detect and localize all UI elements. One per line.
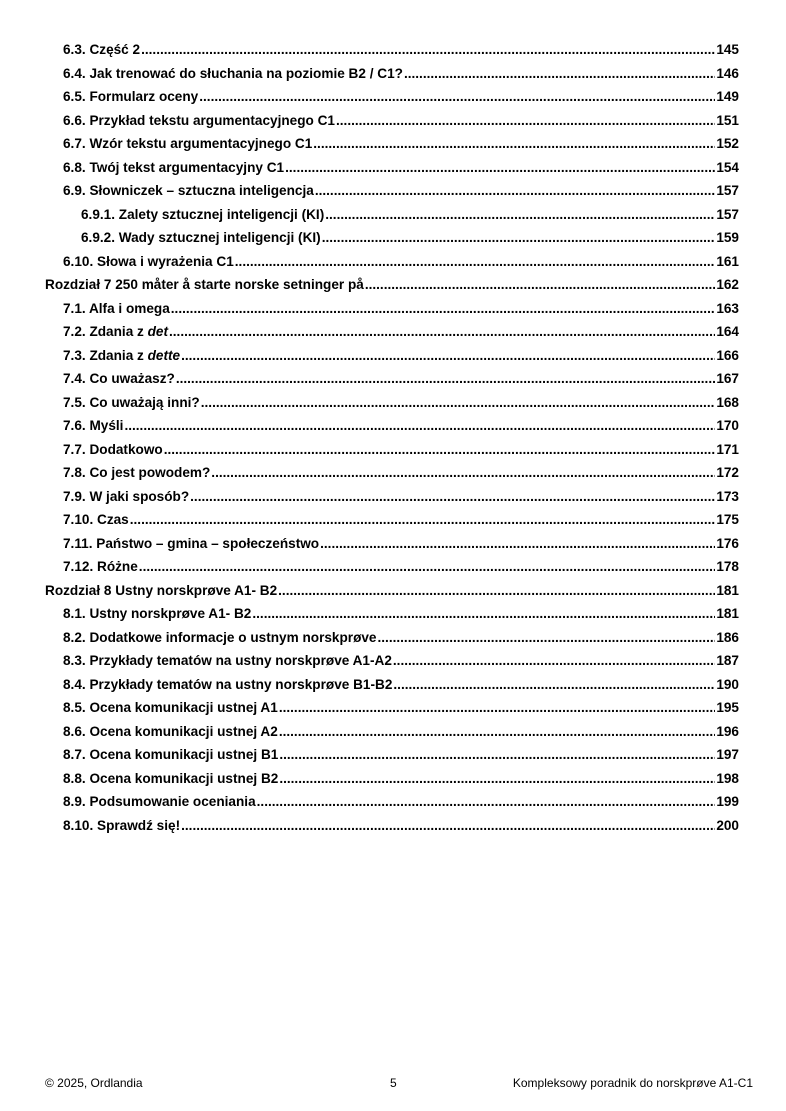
- toc-entry-page: 166: [716, 347, 739, 363]
- toc-entry[interactable]: [63, 299, 739, 319]
- toc-entry-page: 200: [716, 817, 739, 833]
- footer-copyright: © 2025, Ordlandia: [45, 1076, 143, 1090]
- toc-entry-label: [63, 628, 377, 648]
- toc-entry-page: 176: [716, 535, 739, 551]
- toc-entry[interactable]: [63, 181, 739, 201]
- toc-entry-label-text: Rozdział 7 250 måter å starte norske setninger på: [45, 277, 364, 292]
- toc-entry-label: [63, 510, 129, 530]
- toc-entry-label-text: 8.7. Ocena komunikacji ustnej B1: [63, 747, 279, 762]
- toc-entry[interactable]: [63, 346, 739, 366]
- toc-entry-page: 168: [716, 394, 739, 410]
- toc-entry-label-text: 6.8. Twój tekst argumentacyjny C1: [63, 159, 285, 175]
- toc-dot-leader: [169, 322, 715, 342]
- toc-entry-label: [63, 40, 140, 60]
- toc-entry[interactable]: [63, 698, 739, 718]
- toc-entry[interactable]: [45, 581, 739, 601]
- toc-entry[interactable]: [63, 792, 739, 812]
- toc-entry-page: 167: [716, 371, 739, 386]
- toc-entry[interactable]: [63, 111, 739, 131]
- toc-entry-page: 178: [716, 559, 739, 574]
- toc-entry-page: 157: [716, 206, 739, 222]
- toc-entry-label: [63, 440, 163, 460]
- toc-dot-leader: [199, 87, 715, 107]
- toc-entry[interactable]: [63, 134, 739, 154]
- toc-dot-leader: [393, 675, 715, 695]
- toc-entry-page: 173: [716, 488, 739, 504]
- toc-entry[interactable]: [81, 205, 739, 225]
- toc-entry-label: [63, 299, 170, 319]
- toc-entry[interactable]: [63, 369, 739, 389]
- toc-entry-page: 152: [716, 136, 739, 151]
- toc-entry[interactable]: [63, 440, 739, 460]
- toc-dot-leader: [235, 252, 716, 272]
- toc-entry-label-text: 8.3. Przykłady tematów na ustny norskprøve A1-A2: [63, 653, 392, 668]
- toc-entry[interactable]: [63, 534, 739, 554]
- toc-entry-label: [63, 769, 278, 789]
- toc-entry-page: 159: [716, 230, 739, 245]
- toc-entry-page: 172: [716, 465, 739, 480]
- toc-entry-label-text: 6.7. Wzór tekstu argumentacyjnego C1: [63, 136, 313, 151]
- toc-entry-label: [63, 651, 392, 671]
- toc-entry-page: 175: [716, 512, 739, 527]
- toc-entry-label-text: 6.6. Przykład tekstu argumentacyjnego C1: [63, 112, 335, 128]
- toc-entry-label-text: 7.1. Alfa i omega: [63, 300, 170, 316]
- toc-entry-label-text: Rozdział 8 Ustny norskprøve A1- B2: [45, 582, 278, 598]
- toc-entry-page: 149: [716, 89, 739, 104]
- toc-entry[interactable]: [81, 228, 739, 248]
- toc-entry-label: [45, 581, 277, 601]
- toc-entry[interactable]: [63, 252, 739, 272]
- toc-entry[interactable]: [63, 510, 739, 530]
- toc-entry-page: 181: [716, 606, 739, 621]
- toc-entry[interactable]: [45, 275, 739, 295]
- toc-entry[interactable]: [63, 158, 739, 178]
- footer-page-number: 5: [390, 1076, 397, 1090]
- toc-dot-leader: [393, 651, 715, 671]
- toc-entry-label: [63, 722, 278, 742]
- toc-dot-leader: [279, 698, 716, 718]
- toc-entry-page: 145: [716, 42, 739, 57]
- toc-entry-label: [81, 205, 324, 225]
- toc-entry-page: 164: [716, 324, 739, 339]
- toc-entry-label: [63, 87, 198, 107]
- toc-dot-leader: [130, 510, 716, 530]
- page-footer: [45, 1076, 753, 1090]
- toc-dot-leader: [171, 299, 716, 319]
- toc-entry-label-text: 8.5. Ocena komunikacji ustnej A1: [63, 700, 278, 715]
- toc-entry-label-text: 8.9. Podsumowanie oceniania: [63, 794, 256, 809]
- toc-entry-label-text: 8.4. Przykłady tematów na ustny norskprøve B1-B2: [63, 676, 393, 692]
- toc-dot-leader: [278, 581, 715, 601]
- toc-entry-label-italic: det: [147, 324, 168, 339]
- toc-entry[interactable]: [63, 604, 739, 624]
- toc-entry-label-text: 6.9. Słowniczek – sztuczna inteligencja: [63, 183, 314, 198]
- toc-entry-label-text: 6.9.2. Wady sztucznej inteligencji (KI): [81, 230, 321, 245]
- toc-dot-leader: [211, 463, 715, 483]
- toc-entry-page: 186: [716, 629, 739, 645]
- toc-entry-label-text: 8.8. Ocena komunikacji ustnej B2: [63, 770, 279, 786]
- toc-entry[interactable]: [63, 487, 739, 507]
- toc-entry-label-text: 7.6. Myśli: [63, 418, 124, 433]
- toc-entry-page: 197: [716, 747, 739, 762]
- toc-dot-leader: [279, 745, 715, 765]
- toc-dot-leader: [176, 369, 716, 389]
- toc-entry-label-text: 7.7. Dodatkowo: [63, 441, 163, 457]
- toc-entry-label: [63, 698, 278, 718]
- toc-entry-label: [63, 369, 175, 389]
- toc-dot-leader: [315, 181, 715, 201]
- toc-dot-leader: [336, 111, 715, 131]
- toc-entry-label-text: 8.1. Ustny norskprøve A1- B2: [63, 606, 252, 621]
- toc-dot-leader: [322, 228, 716, 248]
- toc-dot-leader: [190, 487, 715, 507]
- toc-entry-label: [63, 252, 234, 272]
- toc-entry-page: 181: [716, 582, 739, 598]
- toc-dot-leader: [378, 628, 716, 648]
- toc-entry-label: [63, 346, 180, 366]
- toc-entry-label: [63, 487, 189, 507]
- toc-entry-label-text: 6.4. Jak trenować do słuchania na poziomie B2 / C1?: [63, 65, 403, 81]
- toc-entry-page: 157: [716, 183, 739, 198]
- toc-entry-page: 190: [716, 676, 739, 692]
- toc-entry-page: 199: [716, 794, 739, 809]
- toc-entry-label-italic: dette: [147, 347, 181, 363]
- toc-entry-label-text: 8.6. Ocena komunikacji ustnej A2: [63, 723, 278, 739]
- toc-entry-label-text: 7.9. W jaki sposób?: [63, 488, 190, 504]
- toc-entry[interactable]: [63, 675, 739, 695]
- toc-entry-label: [63, 816, 180, 836]
- toc-entry-label: [63, 534, 319, 554]
- toc-entry-label: [63, 604, 251, 624]
- toc-entry[interactable]: [63, 769, 739, 789]
- toc-entry[interactable]: [63, 651, 739, 671]
- toc-entry[interactable]: [63, 64, 739, 84]
- toc-entry[interactable]: [63, 322, 739, 342]
- toc-entry[interactable]: [63, 745, 739, 765]
- toc-entry-label: [63, 134, 312, 154]
- toc-dot-leader: [279, 722, 716, 742]
- toc-entry-label-text: 6.9.1. Zalety sztucznej inteligencji (KI): [81, 206, 325, 222]
- toc-entry[interactable]: [63, 87, 739, 107]
- footer-book-title: Kompleksowy poradnik do norskprøve A1-C1: [512, 1076, 753, 1090]
- toc-entry[interactable]: [63, 628, 739, 648]
- toc-entry-page: 163: [716, 300, 739, 316]
- toc-entry-label: [63, 416, 123, 436]
- toc-entry-page: 198: [716, 770, 739, 786]
- toc-dot-leader: [124, 416, 715, 436]
- toc-entry-label-text: 6.10. Słowa i wyrażenia C1: [63, 253, 234, 269]
- toc-entry-page: 146: [716, 65, 739, 81]
- toc-entry-page: 154: [716, 159, 739, 175]
- toc-dot-leader: [164, 440, 716, 460]
- toc-entry-page: 187: [716, 653, 739, 668]
- toc-entry[interactable]: [63, 463, 739, 483]
- toc-entry-label: [63, 158, 284, 178]
- toc-entry-page: 151: [716, 112, 739, 128]
- toc-dot-leader: [201, 393, 716, 413]
- toc-dot-leader: [404, 64, 715, 84]
- toc-entry-label: [63, 675, 392, 695]
- toc-entry-label: [63, 393, 200, 413]
- toc-dot-leader: [181, 346, 715, 366]
- toc-dot-leader: [320, 534, 715, 554]
- toc-dot-leader: [181, 816, 715, 836]
- toc-entry-label: [63, 64, 403, 84]
- toc-entry-label: [63, 745, 278, 765]
- toc-entry-label-text: 8.2. Dodatkowe informacje o ustnym norskprøve: [63, 629, 377, 645]
- toc-entry-page: 195: [716, 700, 739, 715]
- toc-entry[interactable]: [63, 557, 739, 577]
- toc-entry[interactable]: [63, 816, 739, 836]
- toc-dot-leader: [279, 769, 715, 789]
- toc-entry-label-text: 7.3. Zdania z: [63, 347, 148, 363]
- toc-entry-label: [81, 228, 321, 248]
- toc-dot-leader: [257, 792, 716, 812]
- toc-entry-page: 196: [716, 723, 739, 739]
- toc-dot-leader: [313, 134, 715, 154]
- toc-dot-leader: [285, 158, 715, 178]
- toc-entry-label: [63, 557, 138, 577]
- toc-entry-label: [63, 322, 168, 342]
- toc-dot-leader: [252, 604, 715, 624]
- toc-entry-label-text: 6.5. Formularz oceny: [63, 89, 199, 104]
- toc-entry-page: 171: [716, 441, 739, 457]
- toc-entry[interactable]: [63, 393, 739, 413]
- toc-dot-leader: [141, 40, 715, 60]
- toc-entry-label: [63, 792, 256, 812]
- toc-entry-label-text: 7.10. Czas: [63, 512, 129, 527]
- toc-entry-label-text: 7.2. Zdania z: [63, 324, 148, 339]
- toc-entry[interactable]: [63, 722, 739, 742]
- toc-entry-label: [63, 181, 314, 201]
- toc-entry-label-text: 7.5. Co uważają inni?: [63, 394, 200, 410]
- toc-entry-label: [63, 111, 335, 131]
- toc-entry-label-text: 7.11. Państwo – gmina – społeczeństwo: [63, 535, 320, 551]
- toc-entry-label-text: 7.12. Różne: [63, 559, 138, 574]
- toc-entry-label-text: 7.8. Co jest powodem?: [63, 465, 211, 480]
- toc-dot-leader: [325, 205, 715, 225]
- toc-entry-label-text: 7.4. Co uważasz?: [63, 371, 175, 386]
- toc-entry[interactable]: [63, 416, 739, 436]
- toc-dot-leader: [139, 557, 716, 577]
- toc-entry-label: [63, 463, 210, 483]
- toc-entry-label-text: 8.10. Sprawdź się!: [63, 817, 181, 833]
- toc-entry-label: [45, 275, 364, 295]
- toc-entry[interactable]: [63, 40, 739, 60]
- toc-entry-page: 170: [716, 418, 739, 433]
- toc-entry-label-text: 6.3. Część 2: [63, 42, 141, 57]
- toc-dot-leader: [365, 275, 715, 295]
- toc-entry-page: 162: [716, 277, 739, 292]
- toc-entry-page: 161: [716, 253, 739, 269]
